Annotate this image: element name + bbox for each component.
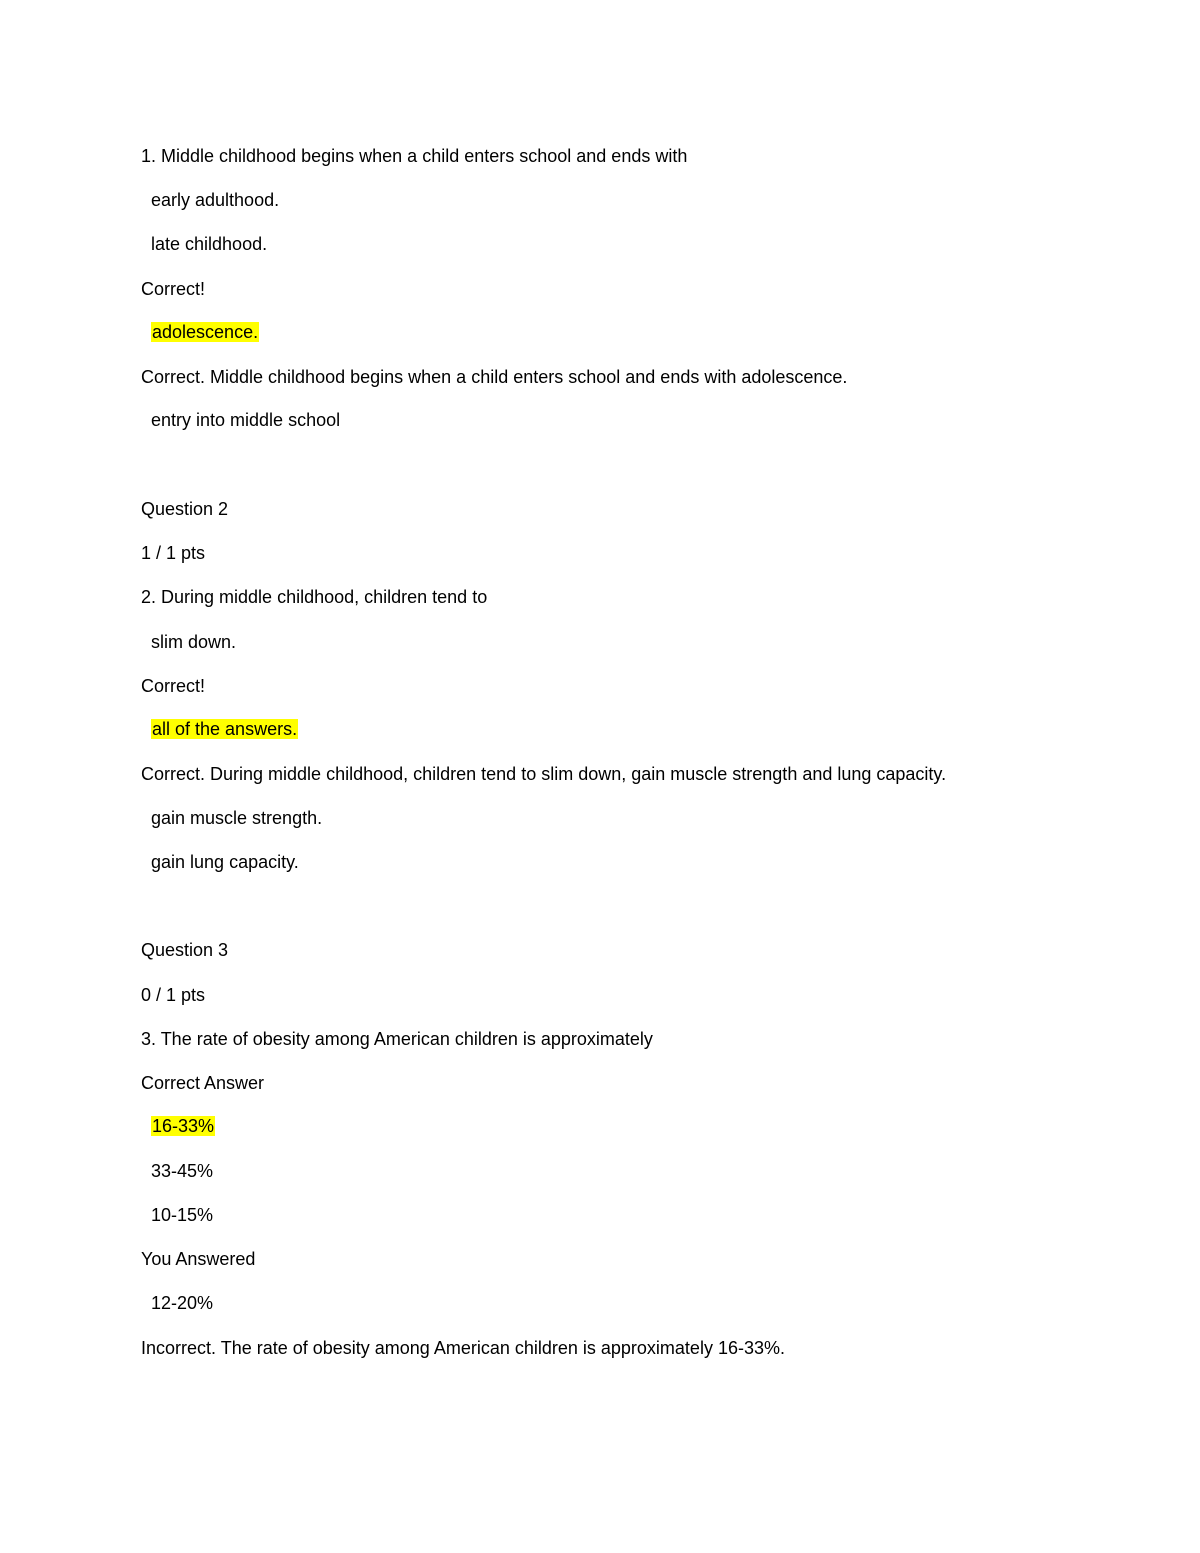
q2-question-text: 2. During middle childhood, children tend to xyxy=(141,587,488,607)
q3-points: 0 / 1 pts xyxy=(141,985,206,1005)
q1-correct-label: Correct! xyxy=(141,279,206,299)
q3-correct-answer xyxy=(151,1114,215,1138)
q1-option-late-childhood: late childhood. xyxy=(151,234,268,254)
q1-selected-answer xyxy=(151,320,259,344)
q2-correct-label: Correct! xyxy=(141,676,206,696)
q3-correct-answer-label: Correct Answer xyxy=(141,1073,265,1093)
q3-you-answered-value: 12-20% xyxy=(151,1293,214,1313)
q2-points: 1 / 1 pts xyxy=(141,543,206,563)
q1-highlighted-answer: adolescence. xyxy=(152,322,259,342)
q1-option-early-adulthood: early adulthood. xyxy=(151,190,280,210)
q2-option-muscle-strength: gain muscle strength. xyxy=(151,808,323,828)
q3-option-10-15: 10-15% xyxy=(151,1205,214,1225)
q2-feedback: Correct. During middle childhood, children tend to slim down, gain muscle strength and lung capacity. xyxy=(141,764,947,784)
q2-highlighted-answer: all of the answers. xyxy=(152,719,298,739)
q3-you-answered-label: You Answered xyxy=(141,1249,256,1269)
q3-highlighted-answer: 16-33% xyxy=(152,1116,215,1136)
q3-option-33-45: 33-45% xyxy=(151,1161,214,1181)
q1-option-middle-school: entry into middle school xyxy=(151,410,341,430)
q2-selected-answer xyxy=(151,717,298,741)
q2-option-slim-down: slim down. xyxy=(151,632,237,652)
q3-heading: Question 3 xyxy=(141,940,229,960)
q3-feedback: Incorrect. The rate of obesity among American children is approximately 16-33%. xyxy=(141,1338,785,1358)
q3-question-text: 3. The rate of obesity among American children is approximately xyxy=(141,1029,653,1049)
q2-option-lung-capacity: gain lung capacity. xyxy=(151,852,299,872)
q2-heading: Question 2 xyxy=(141,499,229,519)
q1-question-text: 1. Middle childhood begins when a child enters school and ends with xyxy=(141,146,688,166)
q1-feedback: Correct. Middle childhood begins when a child enters school and ends with adolescence. xyxy=(141,367,848,387)
